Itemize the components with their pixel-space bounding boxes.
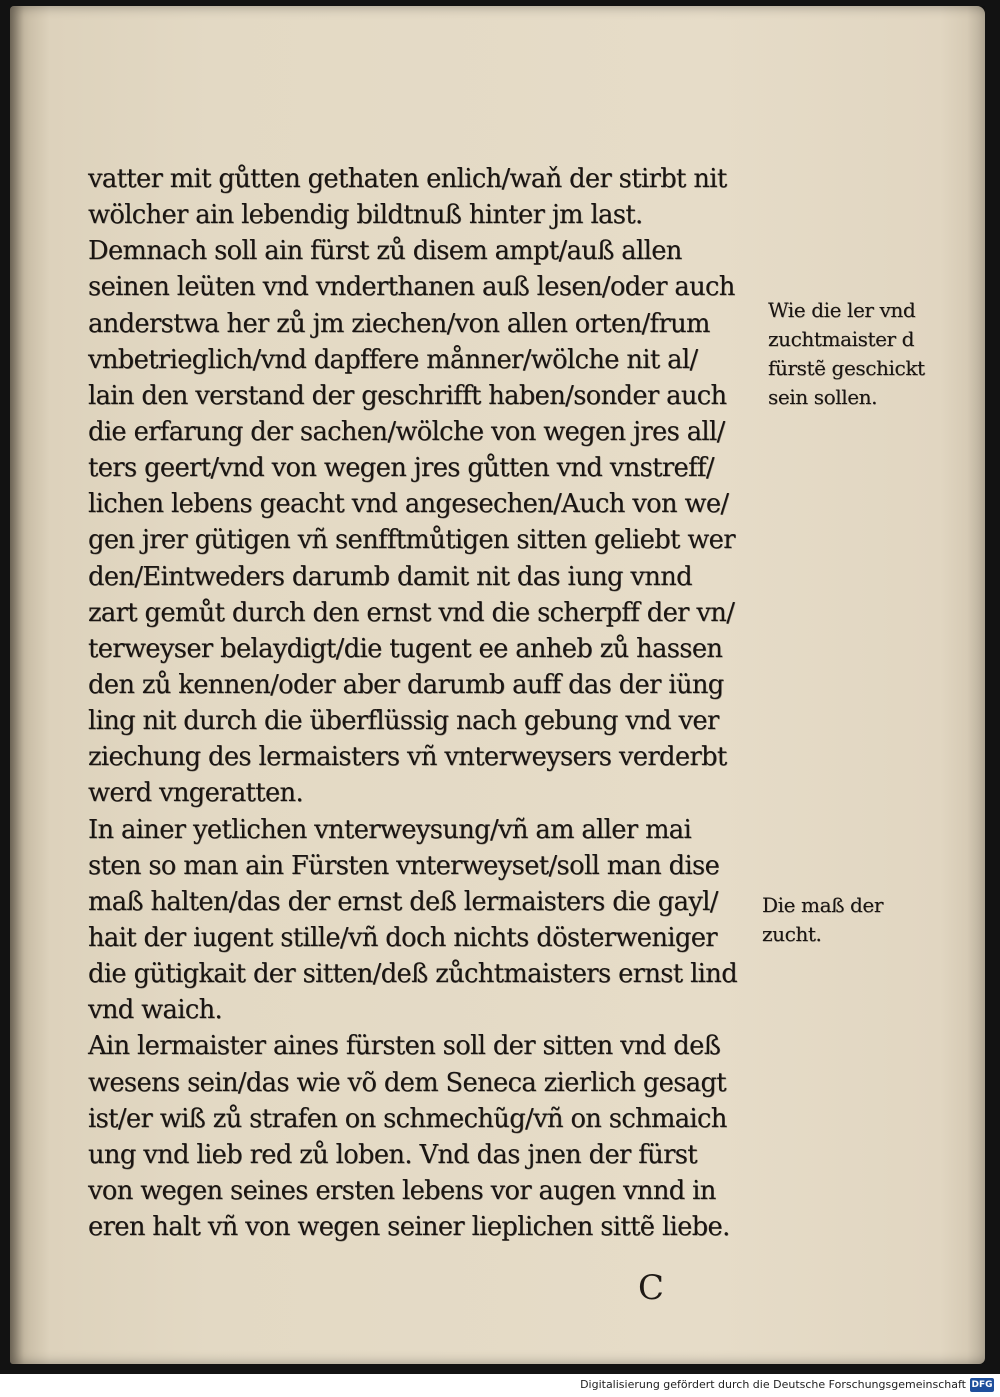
margin-note-line: sein sollen. [768,385,878,409]
text-line: hait der iugent stille/vñ doch nichts dösterweniger [88,922,717,953]
signature-mark: C [638,1268,665,1308]
margin-note-line: fürstẽ geschickt [768,356,925,380]
text-line: In ainer yetlichen vnterweysung/vñ am aller mai [88,814,692,845]
text-line: ters geert/vnd von wegen jres gůtten vnd vnstreff/ [88,453,714,484]
text-line: Demnach soll ain fürst zů disem ampt/auß allen [88,236,682,267]
main-text-block [88,161,778,1245]
text-line: wölcher ain lebendig bildtnuß hinter jm last. [88,200,643,231]
margin-note-line: zuchtmaister d [768,327,915,351]
text-line: den zů kennen/oder aber darumb auff das der iüng [88,669,724,700]
text-line: maß halten/das der ernst deß lermaisters die gayl/ [88,886,718,917]
text-line: vatter mit gůtten gethaten enlich/waň der stirbt nit [88,164,727,194]
margin-note-line: Die maß der [762,893,884,917]
margin-note-line: zucht. [762,922,822,946]
text-line: anderstwa her zů jm ziechen/von allen orten/frum [88,308,710,339]
text-line: ziechung des lermaisters vñ vnterweysers verderbt [88,742,727,773]
digitization-footer [0,1374,1000,1397]
text-line: von wegen seines ersten lebens vor augen vnnd in [88,1175,716,1206]
text-line: sten so man ain Fürsten vnterweyset/soll man dise [88,850,720,881]
text-line: wesens sein/das wie võ dem Seneca zierlich gesagt [88,1067,727,1098]
text-line: vnbetrieglich/vnd dapffere månner/wölche nit al/ [88,344,698,375]
text-line: ung vnd lieb red zů loben. Vnd das jnen der fürst [88,1139,698,1170]
text-line: Ain lermaister aines fürsten soll der sitten vnd deß [88,1031,721,1062]
dfg-logo: DFG [971,1380,993,1390]
text-line: gen jrer gütigen vñ senfftmůtigen sitten geliebt wer [88,525,735,556]
text-line: vnd waich. [88,995,223,1026]
text-line: die erfarung der sachen/wölche von wegen jres all/ [88,416,725,447]
text-line: terweyser belaydigt/die tugent ee anheb zů hassen [88,633,723,664]
margin-note-discipline [762,891,883,949]
text-line: seinen leüten vnd vnderthanen auß lesen/oder auch [88,272,735,303]
text-line: ist/er wiß zů strafen on schmechũg/vñ on schmaich [88,1103,727,1134]
margin-note-teachers [768,296,925,412]
text-line: werd vngeratten. [88,778,304,809]
text-line: den/Eintweders darumb damit nit das iung vnnd [88,561,692,592]
funding-notice: Digitalisierung gefördert durch die Deutsche Forschungsgemeinschaft [580,1378,966,1391]
text-line: ling nit durch die überflüssig nach gebung vnd ver [88,706,719,737]
margin-note-line: Wie die ler vnd [768,298,916,322]
book-page [10,6,985,1364]
text-line: die gütigkait der sitten/deß zůchtmaisters ernst lind [88,959,738,990]
text-line: zart gemůt durch den ernst vnd die scherpff der vn/ [88,597,735,628]
text-line: lichen lebens geacht vnd angesechen/Auch von we/ [88,489,729,520]
text-line: eren halt vñ von wegen seiner lieplichen sittẽ liebe. [88,1212,730,1243]
text-line: lain den verstand der geschrifft haben/sonder auch [88,380,727,411]
